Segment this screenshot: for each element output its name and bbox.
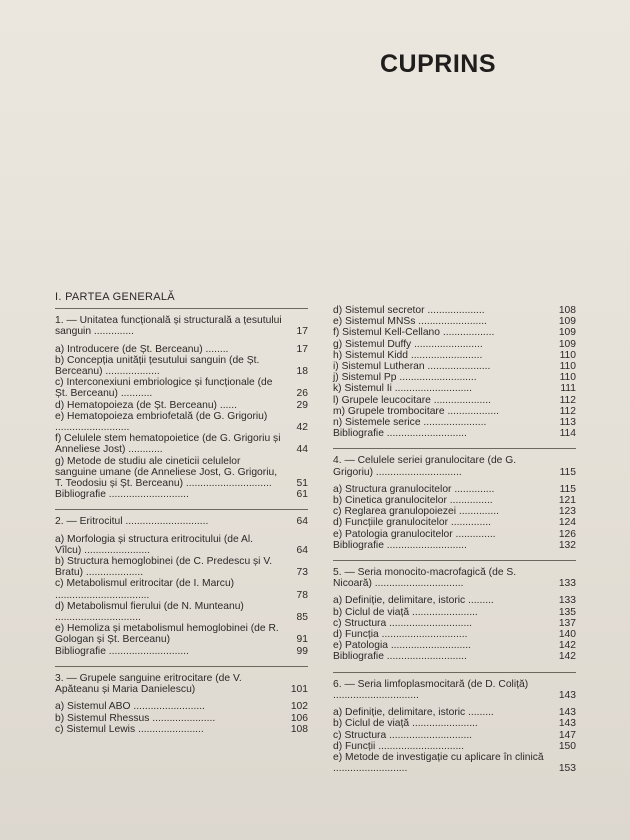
toc-page-number: 150 xyxy=(558,740,576,752)
page-title: CUPRINS xyxy=(380,50,497,78)
toc-entry-text: a) Definiție, delimitare, istoric ......... xyxy=(333,707,494,719)
toc-entry-text: a) Morfologia și structura eritrocitului (de Al. Vîlcu) ....................... xyxy=(55,533,254,556)
toc-entry-text: a) Definiție, delimitare, istoric ......... xyxy=(333,595,494,607)
toc-page-number: 17 xyxy=(296,343,308,355)
toc-entry xyxy=(55,400,308,411)
toc-page-number: 85 xyxy=(296,612,308,624)
toc-entry-text: e) Patologia ............................ xyxy=(333,640,471,652)
toc-entry xyxy=(55,724,308,735)
toc-entry xyxy=(333,629,576,640)
section-divider xyxy=(55,509,308,510)
toc-page-number: 123 xyxy=(558,506,576,518)
toc-page-number: 142 xyxy=(558,651,576,663)
toc-page-number: 135 xyxy=(558,606,576,618)
toc-section-heading xyxy=(55,516,308,527)
toc-page-number: 99 xyxy=(296,645,308,657)
toc-entry xyxy=(55,701,308,712)
toc-page-number: 29 xyxy=(296,399,308,411)
toc-page-number: 91 xyxy=(296,634,308,646)
toc-entry xyxy=(55,646,308,657)
toc-entry-text: 6. — Seria limfoplasmocitară (de D. Coliță) .............................. xyxy=(333,678,529,701)
toc-entry xyxy=(333,428,576,439)
toc-page-number: 124 xyxy=(558,517,576,529)
toc-page-number: 111 xyxy=(560,383,576,395)
toc-entry-text: m) Grupele trombocitare .................. xyxy=(333,405,499,417)
toc-entry xyxy=(333,540,576,551)
toc-entry-text: e) Sistemul MNSs ........................ xyxy=(333,316,487,328)
section-divider xyxy=(333,560,576,561)
toc-entry-text: d) Metabolismul fierului (de N. Munteanu) .............................. xyxy=(55,600,244,624)
toc-entry xyxy=(55,534,308,556)
toc-entry xyxy=(333,607,576,618)
toc-entry xyxy=(55,578,308,600)
toc-page-number: 147 xyxy=(558,729,576,741)
toc-entry-text: Bibliografie ............................ xyxy=(55,645,189,657)
toc-entry-text: 4. — Celulele seriei granulocitare (de G. Grigoriu) .............................. xyxy=(333,455,517,478)
toc-entry xyxy=(55,344,308,355)
toc-right-column xyxy=(333,305,576,774)
toc-entry xyxy=(333,506,576,517)
toc-entry-text: 3. — Grupele sanguine eritrocitare (de V. Apăteanu și Maria Danielescu) xyxy=(55,672,242,696)
toc-page-number: 121 xyxy=(558,495,576,507)
toc-entry-text: e) Patologia granulocitelor .............. xyxy=(333,528,496,540)
toc-page-number: 108 xyxy=(290,723,308,735)
toc-page-number: 115 xyxy=(559,466,576,478)
toc-entry-text: g) Metode de studiu ale cineticii celulelor sanguine umane (de Anneliese Jost, G. Grigoriu, T. Teodosiu și Șt. Berceanu) .............................. xyxy=(55,455,278,490)
toc-entry-text: b) Cinetica granulocitelor ............... xyxy=(333,495,493,507)
toc-list-left xyxy=(55,315,308,735)
toc-entry-text: d) Sistemul secretor .................... xyxy=(333,305,485,316)
toc-page-number: 106 xyxy=(290,712,308,724)
toc-entry xyxy=(333,741,576,752)
toc-entry-text: k) Sistemul Ii ........................... xyxy=(333,383,473,395)
toc-page-number: 112 xyxy=(559,405,576,417)
toc-entry-text: b) Concepția unității țesutului sanguin (de Șt. Berceanu) ................... xyxy=(55,354,260,378)
toc-entry xyxy=(55,377,308,399)
toc-page-number: 109 xyxy=(558,316,576,328)
section-divider xyxy=(333,448,576,449)
toc-entry-text: Bibliografie ............................ xyxy=(333,539,467,551)
toc-entry-text: n) Sistemele serice ...................... xyxy=(333,417,487,429)
toc-entry-text: f) Sistemul Kell-Cellano .................. xyxy=(333,327,495,339)
toc-entry-text: Bibliografie ............................ xyxy=(333,428,467,440)
part-title: I. PARTEA GENERALĂ xyxy=(55,291,175,303)
toc-page-number: 143 xyxy=(558,689,576,701)
toc-entry xyxy=(55,489,308,500)
toc-page-number: 142 xyxy=(558,640,576,652)
toc-page-number: 64 xyxy=(296,544,308,556)
toc-entry-text: g) Sistemul Duffy ........................ xyxy=(333,338,483,350)
toc-entry-text: a) Sistemul ABO ......................... xyxy=(55,701,205,713)
section-divider xyxy=(55,666,308,667)
toc-entry-text: i) Sistemul Lutheran ...................... xyxy=(333,361,491,373)
toc-page-number: 109 xyxy=(558,338,576,350)
toc-page-number: 140 xyxy=(558,629,576,641)
toc-entry xyxy=(333,640,576,651)
toc-entry-text: c) Sistemul Lewis ....................... xyxy=(55,723,204,735)
toc-entry-text: b) Ciclul de viață ....................... xyxy=(333,606,478,618)
toc-entry-text: b) Sistemul Rhessus ...................... xyxy=(55,712,216,724)
toc-entry-text: Bibliografie ............................ xyxy=(333,651,467,663)
toc-entry-text: 5. — Seria monocito-macrofagică (de S. Nicoară) ............................... xyxy=(333,567,517,590)
toc-page-number: 114 xyxy=(559,428,576,440)
toc-entry xyxy=(55,433,308,455)
toc-entry xyxy=(333,484,576,495)
toc-entry-text: c) Structura ............................. xyxy=(333,617,473,629)
toc-section-heading xyxy=(55,673,308,695)
toc-entry xyxy=(333,361,576,372)
toc-entry-text: c) Interconexiuni embriologice și funcționale (de Șt. Berceanu) ........... xyxy=(55,377,273,400)
toc-page-number: 42 xyxy=(296,422,308,434)
toc-entry xyxy=(55,601,308,623)
toc-entry xyxy=(55,411,308,433)
toc-page-number: 133 xyxy=(558,578,576,590)
toc-entry-text: 2. — Eritrocitul ............................. xyxy=(55,516,209,528)
toc-left-column xyxy=(55,292,308,735)
toc-page-number: 26 xyxy=(296,388,308,400)
toc-entry-text: b) Structura hemoglobinei (de C. Predescu și V. Bratu) .................... xyxy=(55,556,273,579)
toc-entry xyxy=(55,456,308,490)
toc-entry-text: Bibliografie ............................ xyxy=(55,489,189,501)
section-gap xyxy=(333,551,576,557)
toc-entry xyxy=(333,495,576,506)
toc-entry xyxy=(333,406,576,417)
toc-entry-text: c) Metabolismul eritrocitar (de I. Marcu) ................................. xyxy=(55,578,235,601)
toc-entry-text: e) Hematopoieza embriofetală (de G. Grigoriu) .......................... xyxy=(55,410,268,434)
toc-entry-text: c) Structura ............................. xyxy=(333,729,473,741)
toc-entry xyxy=(333,327,576,338)
toc-page-number: 17 xyxy=(296,326,308,338)
toc-page-number: 44 xyxy=(296,444,308,456)
toc-entry-text: 1. — Unitatea funcțională și structurală a țesutului sanguin .............. xyxy=(55,315,282,338)
toc-entry-text: e) Metode de investigație cu aplicare în clinică .......................... xyxy=(333,751,544,775)
toc-entry xyxy=(333,305,576,316)
toc-entry-text: b) Ciclul de viață ....................... xyxy=(333,718,478,730)
toc-page-number: 108 xyxy=(558,305,576,316)
toc-page-number: 153 xyxy=(558,763,576,775)
toc-entry-text: l) Grupele leucocitare .................... xyxy=(333,394,491,406)
toc-entry xyxy=(333,730,576,741)
toc-section-heading xyxy=(333,567,576,589)
toc-entry xyxy=(333,350,576,361)
toc-page-number: 78 xyxy=(296,589,308,601)
toc-page-number: 132 xyxy=(558,539,576,551)
toc-page-number: 110 xyxy=(559,372,576,384)
divider xyxy=(55,308,308,309)
toc-page-number: 143 xyxy=(558,718,576,730)
section-gap xyxy=(333,439,576,445)
toc-page-number: 133 xyxy=(558,595,576,607)
toc-entry-text: d) Hematopoieza (de Șt. Berceanu) ...... xyxy=(55,399,238,411)
toc-entry xyxy=(333,718,576,729)
toc-entry-text: j) Sistemul Pp ........................... xyxy=(333,372,477,384)
toc-page-number: 115 xyxy=(559,483,576,495)
section-gap xyxy=(333,663,576,669)
toc-page-number: 64 xyxy=(296,516,308,528)
toc-entry-text: d) Funcțiile granulocitelor .............. xyxy=(333,517,491,529)
toc-entry xyxy=(333,651,576,662)
toc-page-number: 112 xyxy=(559,394,576,406)
toc-page-number: 113 xyxy=(559,417,576,429)
toc-entry xyxy=(55,623,308,645)
toc-entry xyxy=(333,316,576,327)
toc-page-number: 102 xyxy=(290,701,308,713)
toc-section-heading xyxy=(55,315,308,337)
toc-entry xyxy=(333,517,576,528)
toc-entry xyxy=(333,372,576,383)
toc-entry xyxy=(333,707,576,718)
toc-page-number: 110 xyxy=(559,349,576,361)
toc-page-number: 143 xyxy=(558,707,576,719)
toc-entry-text: c) Reglarea granulopoiezei .............. xyxy=(333,506,499,518)
toc-page-number: 110 xyxy=(559,361,576,373)
toc-entry-text: d) Funcția .............................. xyxy=(333,629,468,641)
toc-entry-text: a) Structura granulocitelor .............. xyxy=(333,483,495,495)
toc-section-heading xyxy=(333,455,576,477)
toc-list-right xyxy=(333,305,576,774)
toc-page-number: 126 xyxy=(558,528,576,540)
toc-page-number: 51 xyxy=(296,478,308,490)
toc-page-number: 18 xyxy=(296,366,308,378)
toc-page-number: 61 xyxy=(296,489,308,501)
toc-entry xyxy=(55,713,308,724)
toc-entry xyxy=(333,417,576,428)
toc-entry-text: e) Hemoliza și metabolismul hemoglobinei (de R. Gologan și Șt. Berceanu) xyxy=(55,623,279,646)
toc-entry-text: f) Celulele stem hematopoietice (de G. Grigoriu și Anneliese Jost) ............ xyxy=(55,433,281,456)
toc-entry xyxy=(333,339,576,350)
toc-entry xyxy=(333,395,576,406)
toc-page-number: 101 xyxy=(290,684,308,696)
toc-page-number: 73 xyxy=(296,567,308,579)
toc-entry-text: d) Funcții .............................. xyxy=(333,740,465,752)
toc-entry xyxy=(333,529,576,540)
toc-entry xyxy=(333,383,576,394)
toc-page-number: 137 xyxy=(558,617,576,629)
toc-entry xyxy=(333,595,576,606)
toc-entry xyxy=(55,556,308,578)
toc-entry-text: h) Sistemul Kidd ......................... xyxy=(333,349,483,361)
section-divider xyxy=(333,672,576,673)
toc-entry xyxy=(333,618,576,629)
toc-entry-text: a) Introducere (de Șt. Berceanu) ........ xyxy=(55,343,229,355)
toc-entry xyxy=(333,752,576,774)
toc-section-heading xyxy=(333,679,576,701)
section-gap xyxy=(55,657,308,663)
section-gap xyxy=(55,500,308,506)
toc-entry xyxy=(55,355,308,377)
toc-page-number: 109 xyxy=(558,327,576,339)
